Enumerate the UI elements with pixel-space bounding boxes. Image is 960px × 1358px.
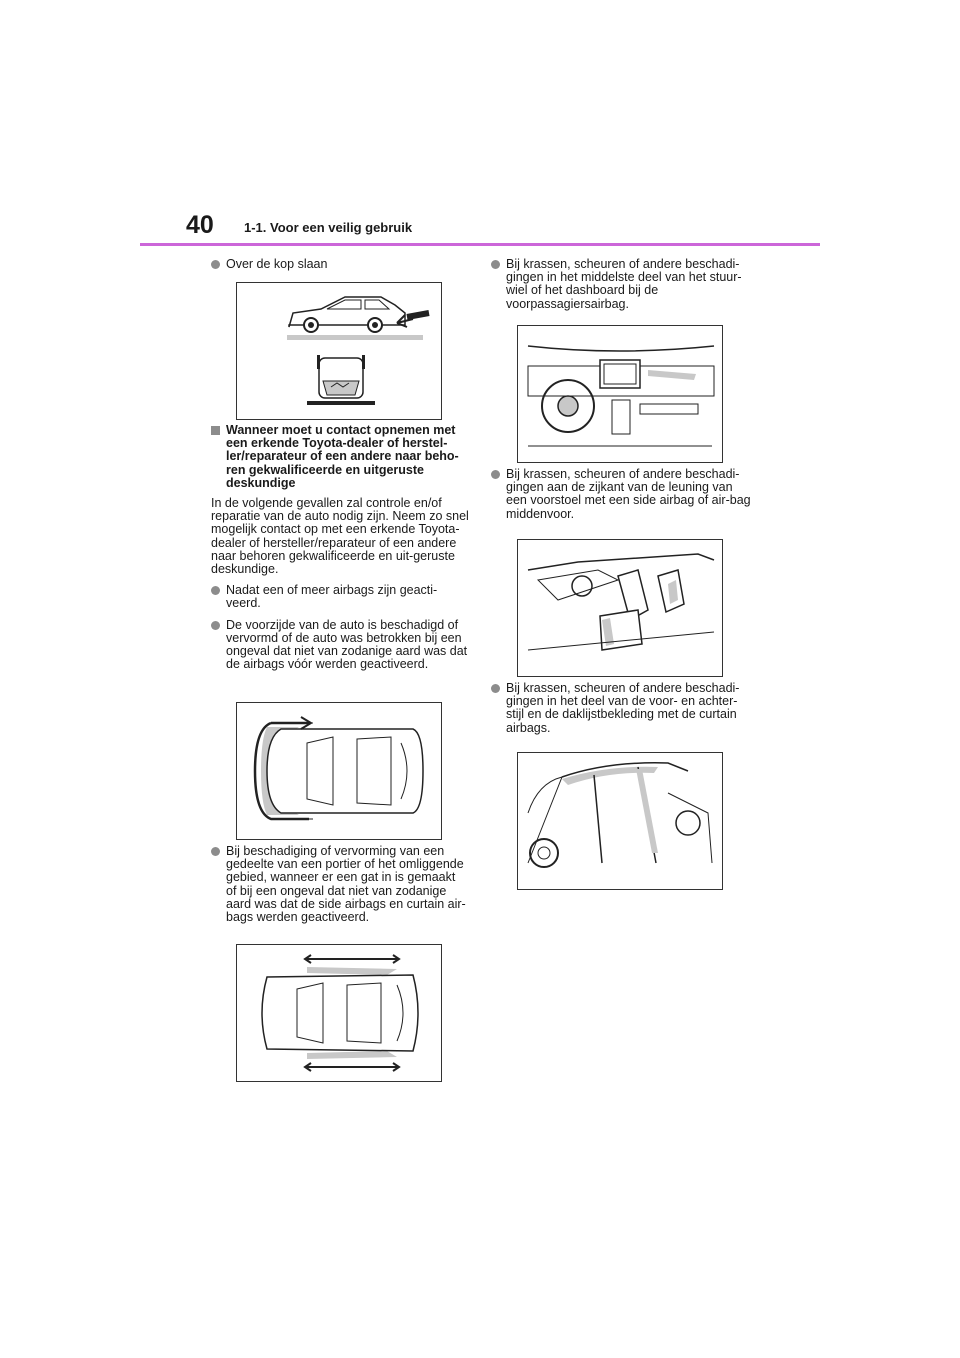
bullet-dot-icon <box>491 260 500 269</box>
pillar-figure <box>517 752 723 890</box>
rollover-illustration-icon <box>237 283 441 419</box>
section-title: 1-1. Voor een veilig gebruik <box>244 220 413 235</box>
contact-heading-text: Wanneer moet u contact opnemen met een erkende Toyota-dealer of herstel-ler/reparateur of een andere naar beho-ren gekwalificeerde en uitgeruste deskundige <box>226 423 459 490</box>
bullet-steering <box>491 258 753 311</box>
front-damage-figure <box>236 702 442 840</box>
side-damage-figure <box>236 944 442 1082</box>
dashboard-figure <box>517 325 723 463</box>
bullet-door-text: Bij beschadiging of vervorming van een gedeelte van een portier of het omliggende gebied, wanneer er een gat in is gemaakt of bij een ongeval dat niet van zodanige aard was dat de side airbags en curtain air-bags werden geactiveerd. <box>226 844 466 925</box>
pillar-illustration-icon <box>518 753 722 889</box>
bullet-dot-icon <box>211 847 220 856</box>
bullet-activated-text: Nadat een of meer airbags zijn geacti-veerd. <box>226 583 438 611</box>
bullet-front-text: De voorzijde van de auto is beschadigd of vervormd of de auto was betrokken bij een ongeval dat niet van zodanige aard was dat de airbags vóór werden geactiveerd. <box>226 617 468 672</box>
bullet-dot-icon <box>491 684 500 693</box>
intro-paragraph: In de volgende gevallen zal controle en/of reparatie van de auto nodig zijn. Neem zo snel mogelijk contact op met een erkende Toyota-dealer of hersteller/reparateur of een andere naar behoren gekwalificeerde en uit-geruste deskundige. <box>211 496 469 577</box>
seat-illustration-icon <box>518 540 722 676</box>
bullet-activated <box>211 584 469 610</box>
bullet-front <box>211 619 469 672</box>
bullet-dot-icon <box>211 586 220 595</box>
bullet-dot-icon <box>211 621 220 630</box>
contact-heading <box>211 424 469 490</box>
bullet-dot-icon <box>491 470 500 479</box>
front-damage-illustration-icon <box>237 703 441 839</box>
rollover-figure <box>236 282 442 420</box>
bullet-pillar-text: Bij krassen, scheuren of andere beschadi-gingen in het deel van de voor- en achter-stijl en de daklijstbekleding met de curtain airbags. <box>506 681 740 735</box>
bullet-rollover-text: Over de kop slaan <box>226 257 328 271</box>
dashboard-illustration-icon <box>518 326 722 462</box>
page-number: 40 <box>186 211 214 239</box>
seat-figure <box>517 539 723 677</box>
header-rule <box>140 243 820 246</box>
bullet-door <box>211 845 469 924</box>
bullet-seat-text: Bij krassen, scheuren of andere beschadi-gingen aan de zijkant van de leuning van een voorstoel met een side airbag of air-bag middenvoor. <box>506 467 751 521</box>
square-heading-icon <box>211 426 220 435</box>
bullet-seat <box>491 468 753 521</box>
side-damage-illustration-icon <box>237 945 441 1081</box>
bullet-steering-text: Bij krassen, scheuren of andere beschadi-gingen in het middelste deel van het stuur-wiel of het dashboard bij de voorpassagiersairbag. <box>506 257 742 311</box>
bullet-dot-icon <box>211 260 220 269</box>
bullet-rollover <box>211 258 469 271</box>
bullet-pillar <box>491 682 753 735</box>
